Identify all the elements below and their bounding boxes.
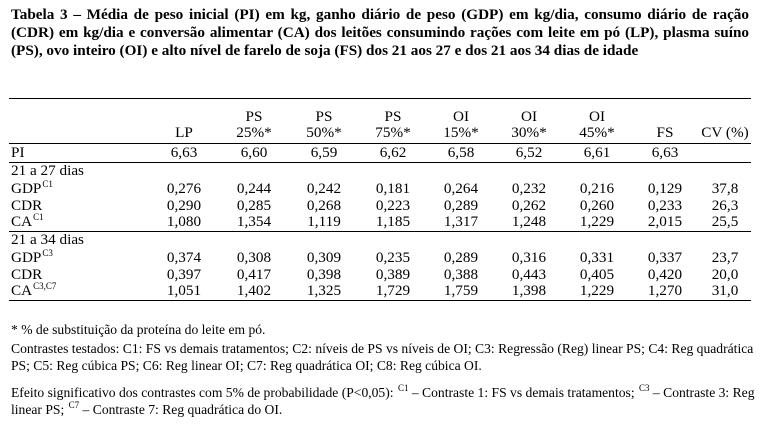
table-cell: 0,260: [579, 196, 615, 214]
table-cell: [699, 143, 751, 162]
period-title: 21 a 27 dias: [9, 162, 751, 180]
table-row: [9, 283, 751, 300]
row-label: $CA^{C1}$: [11, 212, 44, 231]
table-cell: 0,290: [166, 196, 202, 214]
table-cell: 0,331: [579, 248, 615, 266]
table-cell: 20,0: [711, 265, 739, 283]
table-cell: 0,388: [443, 265, 479, 283]
table-cell: 6,62: [359, 143, 427, 162]
table-cell: 6,58: [427, 143, 495, 162]
row-label: PI: [9, 143, 149, 162]
col-header: PS 75%*: [375, 107, 411, 141]
table-cell: 23,7: [711, 248, 739, 266]
table-cell: 0,276: [166, 179, 202, 197]
table-cell: 0,309: [306, 248, 342, 266]
row-label: CDR: [11, 196, 43, 214]
table-cell: 6,59: [289, 143, 359, 162]
table-cell: 0,244: [236, 179, 272, 197]
period-title: 21 a 34 dias: [9, 231, 751, 249]
row-label: $GDP^{C3}$: [11, 247, 53, 266]
table-cell: 0,268: [306, 196, 342, 214]
table-cell: 25,5: [711, 213, 739, 231]
table-cell: 0,289: [443, 248, 479, 266]
table-cell: 1,759: [427, 283, 495, 300]
table-cell: 1,051: [149, 283, 219, 300]
col-header: CV (%): [701, 123, 749, 141]
table-cell: 1,398: [495, 283, 563, 300]
table-cell: 0,374: [166, 248, 202, 266]
col-header: FS: [656, 123, 674, 141]
table-cell: 1,354: [236, 213, 272, 231]
table-cell: 0,232: [511, 179, 547, 197]
table-cell: 37,8: [711, 179, 739, 197]
table-row: [9, 197, 751, 214]
table-cell: 26,3: [711, 196, 739, 214]
col-header: LP: [175, 123, 193, 141]
table-row: [9, 249, 751, 266]
table-cell: 0,285: [236, 196, 272, 214]
table-cell: 0,223: [375, 196, 411, 214]
table-cell: 6,60: [219, 143, 289, 162]
table-cell: 0,308: [236, 248, 272, 266]
period-header-row: [9, 162, 751, 180]
table-cell: 0,443: [511, 265, 547, 283]
table-row: [9, 214, 751, 231]
table-cell: 0,337: [647, 248, 683, 266]
header-row: [9, 103, 751, 143]
table-cell: 6,63: [631, 143, 699, 162]
col-header: PS 25%*: [236, 107, 272, 141]
period-header-row: [9, 231, 751, 249]
table-cell: 1,229: [579, 213, 615, 231]
table-cell: 0,289: [443, 196, 479, 214]
table-cell: 0,129: [647, 179, 683, 197]
table-cell: 0,417: [236, 265, 272, 283]
table-cell: 6,52: [495, 143, 563, 162]
table-cell: 0,389: [375, 265, 411, 283]
table-cell: 1,080: [166, 213, 202, 231]
table-cell: 2,015: [647, 213, 683, 231]
col-header: OI 15%*: [443, 107, 479, 141]
table-cell: 6,63: [149, 143, 219, 162]
table-cell: 1,402: [219, 283, 289, 300]
table-cell: 0,420: [647, 265, 683, 283]
table-cell: 0,316: [511, 248, 547, 266]
table-row: [9, 266, 751, 283]
table-cell: 0,398: [306, 265, 342, 283]
table-cell: 31,0: [699, 283, 751, 300]
table-cell: 1,185: [375, 213, 411, 231]
col-header: OI 30%*: [511, 107, 547, 141]
top-rule: [9, 98, 751, 99]
footnote-contrasts: Contrastes testados: C1: FS vs demais tratamentos; C2: níveis de PS vs níveis de OI; C3: Regressão (Reg) linear PS; C4: Reg quadrática PS; C5: Reg cúbica PS; C6: Reg linear OI; C7: Reg quadrática OI; C8: Reg cúbica OI.: [11, 341, 754, 373]
table-cell: 1,229: [563, 283, 631, 300]
footnote-asterisk: * % de substituição da proteína do leite em pó.: [11, 322, 266, 337]
table-row-pi: [9, 143, 751, 162]
col-header: OI 45%*: [579, 107, 615, 141]
table-cell: 6,61: [563, 143, 631, 162]
row-label: CDR: [11, 265, 43, 283]
table-cell: 1,325: [289, 283, 359, 300]
row-label: $CA^{C3,C7}$: [9, 283, 149, 300]
table-row: [9, 180, 751, 197]
table-cell: 0,235: [375, 248, 411, 266]
table-cell: 0,397: [166, 265, 202, 283]
table-cell: 0,262: [511, 196, 547, 214]
table-cell: 0,181: [375, 179, 411, 197]
table-cell: 0,216: [579, 179, 615, 197]
footnote-significance: Efeito significativo dos contrastes com 5% de probabilidade (P<0,05): $^{C1}$ – Contraste 1: FS vs demais tratamentos; $^{C3}$ – Contraste 3: Reg linear PS; $^{C7}$ – Contraste 7: Reg quadrática do OI.: [11, 383, 755, 417]
table-cell: 1,270: [631, 283, 699, 300]
table-cell: 1,729: [359, 283, 427, 300]
col-header: PS 50%*: [306, 107, 342, 141]
results-table: [9, 103, 751, 301]
table-cell: 0,233: [647, 196, 683, 214]
table-cell: 0,405: [579, 265, 615, 283]
table-cell: 0,242: [306, 179, 342, 197]
table-caption: Tabela 3 – Média de peso inicial (PI) em kg, ganho diário de peso (GDP) em kg/dia, consumo diário de ração (CDR) em kg/dia e conversão alimentar (CA) dos leitões consumindo rações com leite em pó (LP), plasma suíno (PS), ovo inteiro (OI) e alto nível de farelo de soja (FS) dos 21 aos 27 e dos 21 aos 34 dias de idade: [11, 6, 749, 60]
table-cell: 1,248: [511, 213, 547, 231]
table-cell: 1,317: [443, 213, 479, 231]
table-cell: 0,264: [443, 179, 479, 197]
row-label: $GDP^{C1}$: [11, 178, 53, 197]
table-cell: 1,119: [307, 213, 341, 231]
